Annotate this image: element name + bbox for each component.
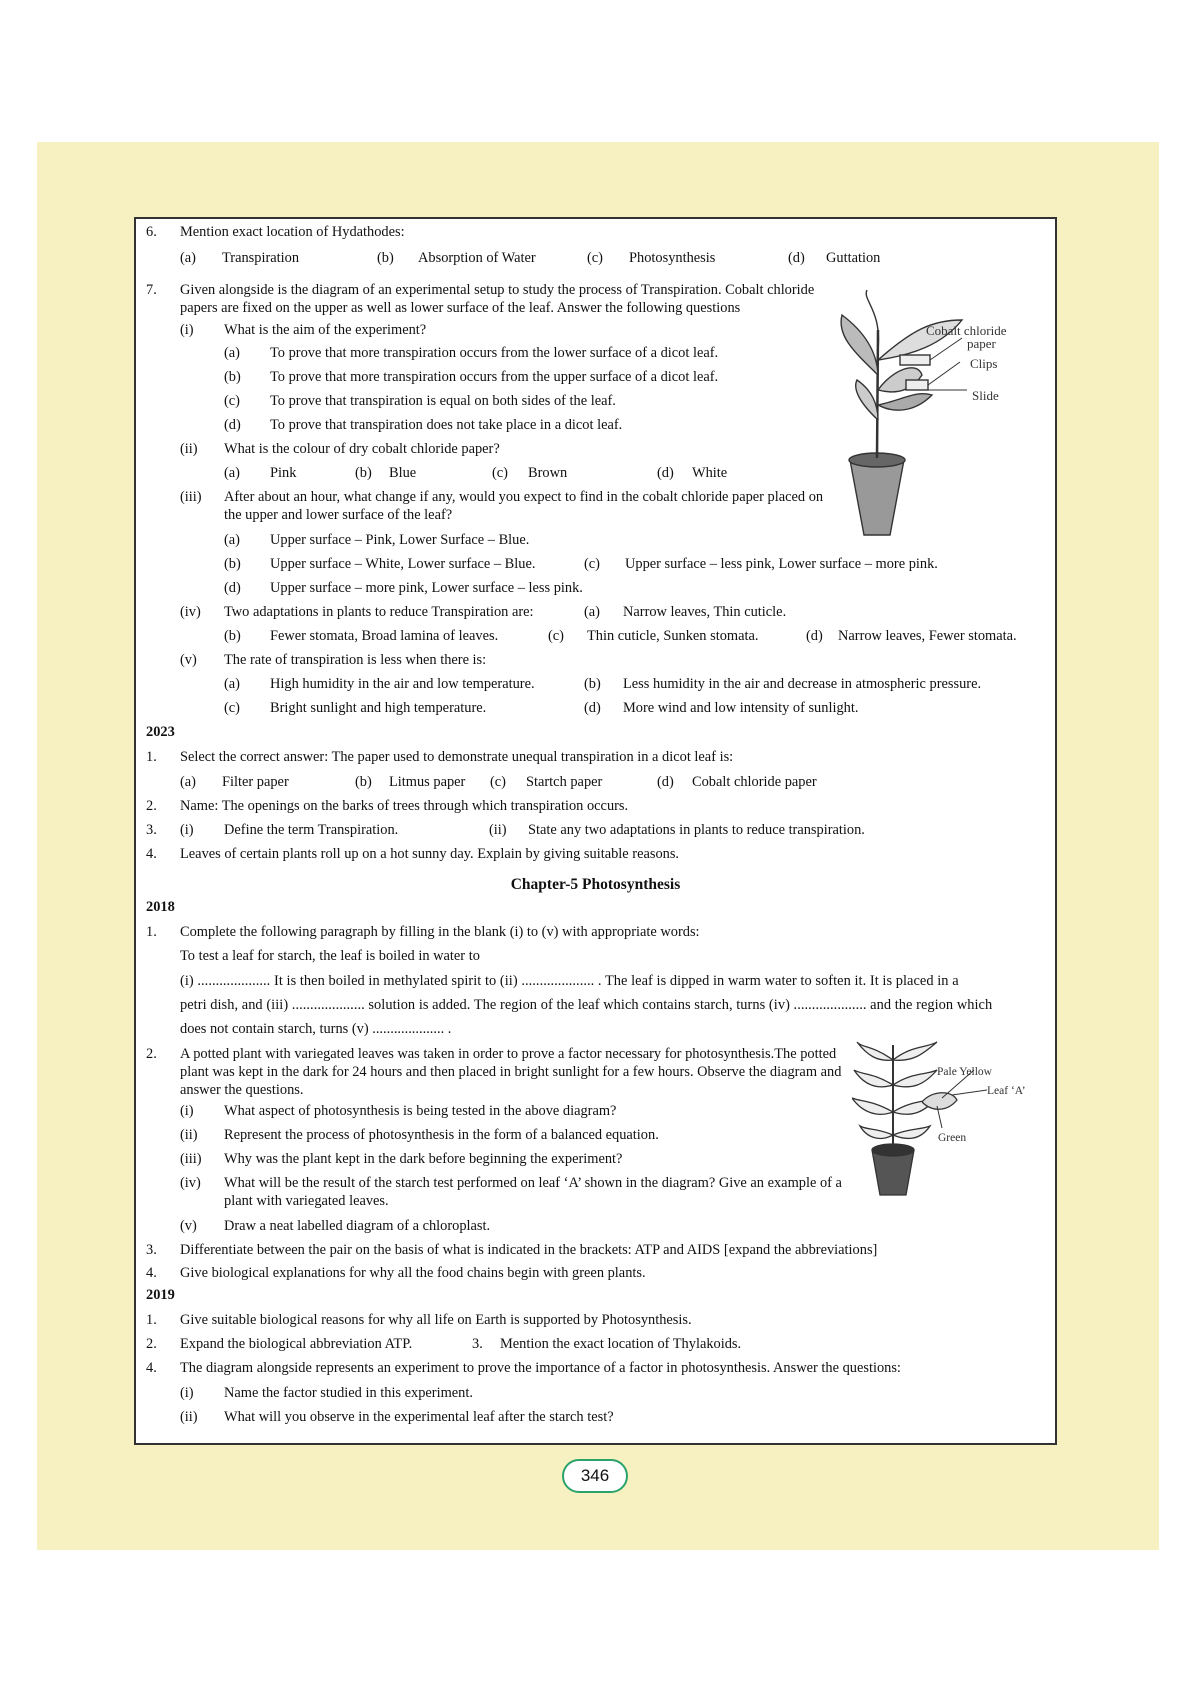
q7-iv-option-c: Thin cuticle, Sunken stomata.	[587, 628, 759, 644]
option-text: Guttation	[826, 250, 881, 266]
option-text: Photosynthesis	[629, 250, 716, 266]
label-clips: Clips	[970, 356, 998, 371]
transpiration-plant-figure	[822, 290, 1062, 540]
page-number: 346	[562, 1459, 628, 1493]
2023-q1-option-c: Startch paper	[526, 774, 603, 790]
q7-iv-option-d: Narrow leaves, Fewer stomata.	[838, 628, 1017, 644]
q7-iii-option-d: Upper surface – more pink, Lower surface – less pink.	[270, 580, 583, 596]
chapter-title: Chapter-5 Photosynthesis	[510, 876, 681, 893]
2018-q1-text: Complete the following paragraph by filling in the blank (i) to (v) with appropriate words:	[180, 924, 700, 940]
q7-i-text: What is the aim of the experiment?	[224, 322, 427, 338]
option-text: Absorption of Water	[418, 250, 536, 266]
q7-ii-label: (ii)	[180, 441, 198, 457]
option-label: (c)	[587, 250, 603, 266]
q7-i-label: (i)	[180, 322, 194, 338]
label-leaf-a: Leaf ‘A’	[987, 1085, 1026, 1097]
q7-v-text: The rate of transpiration is less when there is:	[224, 652, 487, 668]
q7-ii-option-b: Blue	[389, 465, 417, 481]
2023-q3-ii: State any two adaptations in plants to reduce transpiration.	[528, 822, 865, 838]
q7-iv-text: Two adaptations in plants to reduce Transpiration are:	[224, 604, 534, 620]
q7-v-label: (v)	[180, 652, 197, 668]
2018-q3-text: Differentiate between the pair on the basis of what is indicated in the brackets: ATP and AIDS [expand the abbreviations]	[180, 1242, 878, 1258]
2018-q2-iv: What will be the result of the starch test performed on leaf ‘A’ shown in the diagram? Give an example of a plant with variegated leaves.	[224, 1175, 842, 1209]
q7-ii-option-d: White	[692, 465, 728, 481]
option-label: (d)	[788, 250, 805, 266]
q7-text: Given alongside is the diagram of an experimental setup to study the process of Transpiration. Cobalt chloride papers are fixed on the upper as well as lower surface of the leaf. Answer the following questions	[180, 282, 815, 316]
q7-i-option-d: To prove that transpiration does not take place in a dicot leaf.	[270, 417, 623, 433]
q7-iii-option-c: Upper surface – less pink, Lower surface – more pink.	[625, 556, 938, 572]
2018-q2-v: Draw a neat labelled diagram of a chloroplast.	[224, 1218, 491, 1234]
2023-q1-option-d: Cobalt chloride paper	[692, 774, 817, 790]
2018-q2-ii: Represent the process of photosynthesis in the form of a balanced equation.	[224, 1127, 659, 1143]
label-cobalt-chloride: Cobalt chloride	[926, 323, 1007, 338]
q7-i-option-b: To prove that more transpiration occurs from the upper surface of a dicot leaf.	[270, 369, 719, 385]
q7-ii-option-a: Pink	[270, 465, 297, 481]
2019-q4-ii: What will you observe in the experimental leaf after the starch test?	[224, 1409, 614, 1425]
year-2018: 2018	[146, 899, 175, 915]
q7-iv-option-b: Fewer stomata, Broad lamina of leaves.	[270, 628, 499, 644]
2023-q4-text: Leaves of certain plants roll up on a hot sunny day. Explain by giving suitable reasons.	[180, 846, 680, 862]
q7-ii-text: What is the colour of dry cobalt chloride paper?	[224, 441, 500, 457]
2023-q1-text: Select the correct answer: The paper used to demonstrate unequal transpiration in a dicot leaf is:	[180, 749, 734, 765]
2018-q1-line3: petri dish, and (iii) .................... solution is added. The region of the leaf which contains starch, turns (iv) .................... and the region which	[180, 997, 993, 1013]
label-green: Green	[938, 1132, 967, 1144]
2018-q2-i: What aspect of photosynthesis is being tested in the above diagram?	[224, 1103, 617, 1119]
2018-q1-line1: To test a leaf for starch, the leaf is boiled in water to	[180, 948, 480, 964]
label-paper: paper	[967, 336, 996, 351]
q7-v-option-b: Less humidity in the air and decrease in atmospheric pressure.	[623, 676, 982, 692]
q7-i-option-c: To prove that transpiration is equal on both sides of the leaf.	[270, 393, 616, 409]
q6-text: Mention exact location of Hydathodes:	[180, 224, 405, 240]
q7-ii-option-c: Brown	[528, 465, 568, 481]
option-label: (a)	[180, 250, 196, 266]
2018-q4-text: Give biological explanations for why all the food chains begin with green plants.	[180, 1265, 646, 1281]
year-2019: 2019	[146, 1287, 175, 1303]
2023-q3-i: Define the term Transpiration.	[224, 822, 399, 838]
q7-v-option-c: Bright sunlight and high temperature.	[270, 700, 487, 716]
2018-q1-line2: (i) .................... It is then boiled in methylated spirit to (ii) .................... . The leaf is dipped in warm water to soften it. It is placed in a	[180, 973, 959, 989]
q7-iii-label: (iii)	[180, 489, 202, 505]
2019-q3-text: Mention the exact location of Thylakoids.	[500, 1336, 742, 1352]
q7-iii-text: After about an hour, what change if any, would you expect to find in the cobalt chloride paper placed on the upper and lower surface of the leaf?	[224, 489, 824, 523]
q7-iv-label: (iv)	[180, 604, 201, 620]
2019-q1-text: Give suitable biological reasons for why all life on Earth is supported by Photosynthesis.	[180, 1312, 692, 1328]
2018-q2-text: A potted plant with variegated leaves was taken in order to prove a factor necessary for photosynthesis.The potted plant was kept in the dark for 24 hours and then placed in bright sunlight for a few hours. Observe the diagram and answer the questions.	[180, 1046, 842, 1098]
year-2023: 2023	[146, 724, 175, 740]
q7-v-option-a: High humidity in the air and low temperature.	[270, 676, 535, 692]
q7-v-option-d: More wind and low intensity of sunlight.	[623, 700, 859, 716]
q7-iii-option-a: Upper surface – Pink, Lower Surface – Blue.	[270, 532, 530, 548]
option-label: (b)	[377, 250, 394, 266]
2019-q4-i: Name the factor studied in this experiment.	[224, 1385, 473, 1401]
q6-number: 6.	[146, 224, 157, 240]
variegated-plant-figure	[852, 1040, 1052, 1200]
label-pale-yellow: Pale Yellow	[937, 1066, 992, 1078]
label-slide: Slide	[972, 388, 999, 403]
option-text: Transpiration	[222, 250, 300, 266]
2023-q1-option-a: Filter paper	[222, 774, 289, 790]
2018-q1-line4: does not contain starch, turns (v) .................... .	[180, 1021, 452, 1037]
2019-q4-text: The diagram alongside represents an experiment to prove the importance of a factor in photosynthesis. Answer the questions:	[180, 1360, 901, 1376]
q7-i-option-a: To prove that more transpiration occurs from the lower surface of a dicot leaf.	[270, 345, 719, 361]
q7-iv-option-a: Narrow leaves, Thin cuticle.	[623, 604, 787, 620]
q7-number: 7.	[146, 282, 157, 298]
2023-q1-option-b: Litmus paper	[389, 774, 466, 790]
q7-iii-option-b: Upper surface – White, Lower surface – Blue.	[270, 556, 536, 572]
2019-q2-text: Expand the biological abbreviation ATP.	[180, 1336, 413, 1352]
2018-q2-iii: Why was the plant kept in the dark before beginning the experiment?	[224, 1151, 623, 1167]
2023-q2-text: Name: The openings on the barks of trees through which transpiration occurs.	[180, 798, 629, 814]
